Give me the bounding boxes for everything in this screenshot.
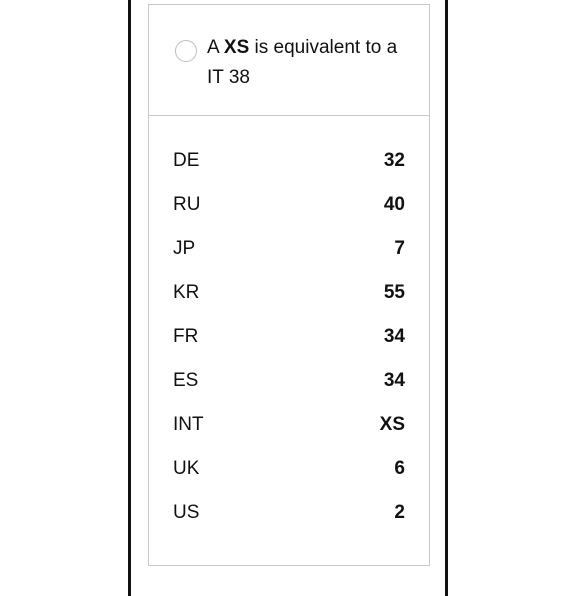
region-size: 32 xyxy=(383,150,405,171)
region-size: 34 xyxy=(383,370,405,391)
region-label: KR xyxy=(173,282,200,303)
conversion-row xyxy=(173,403,405,447)
region-label: INT xyxy=(173,414,204,435)
size-radio-button[interactable] xyxy=(175,40,197,62)
region-size: 6 xyxy=(394,458,405,479)
region-label: RU xyxy=(173,194,201,215)
size-option[interactable] xyxy=(149,5,429,116)
conversion-row xyxy=(173,271,405,315)
equivalent-size: IT 38 xyxy=(207,67,250,88)
conversion-row xyxy=(173,491,405,535)
region-label: JP xyxy=(173,238,196,259)
conversion-row xyxy=(173,183,405,227)
region-size: 40 xyxy=(383,194,405,215)
region-size: 2 xyxy=(394,502,405,523)
conversion-row xyxy=(173,139,405,183)
conversion-row xyxy=(173,447,405,491)
region-size: XS xyxy=(379,414,405,435)
region-label: DE xyxy=(173,150,200,171)
size-conversion-card xyxy=(148,4,430,566)
region-label: US xyxy=(173,502,200,523)
region-label: ES xyxy=(173,370,199,391)
size-conversion-list xyxy=(173,139,405,535)
region-label: FR xyxy=(173,326,199,347)
size-option-label xyxy=(207,33,412,93)
region-size: 34 xyxy=(383,326,405,347)
conversion-row xyxy=(173,227,405,271)
conversion-row xyxy=(173,315,405,359)
conversion-row xyxy=(173,359,405,403)
selected-size: XS xyxy=(223,37,250,58)
option-middle: is equivalent to a xyxy=(249,37,398,58)
region-size: 7 xyxy=(394,238,405,259)
option-prefix: A xyxy=(207,37,224,58)
region-label: UK xyxy=(173,458,200,479)
region-size: 55 xyxy=(383,282,405,303)
